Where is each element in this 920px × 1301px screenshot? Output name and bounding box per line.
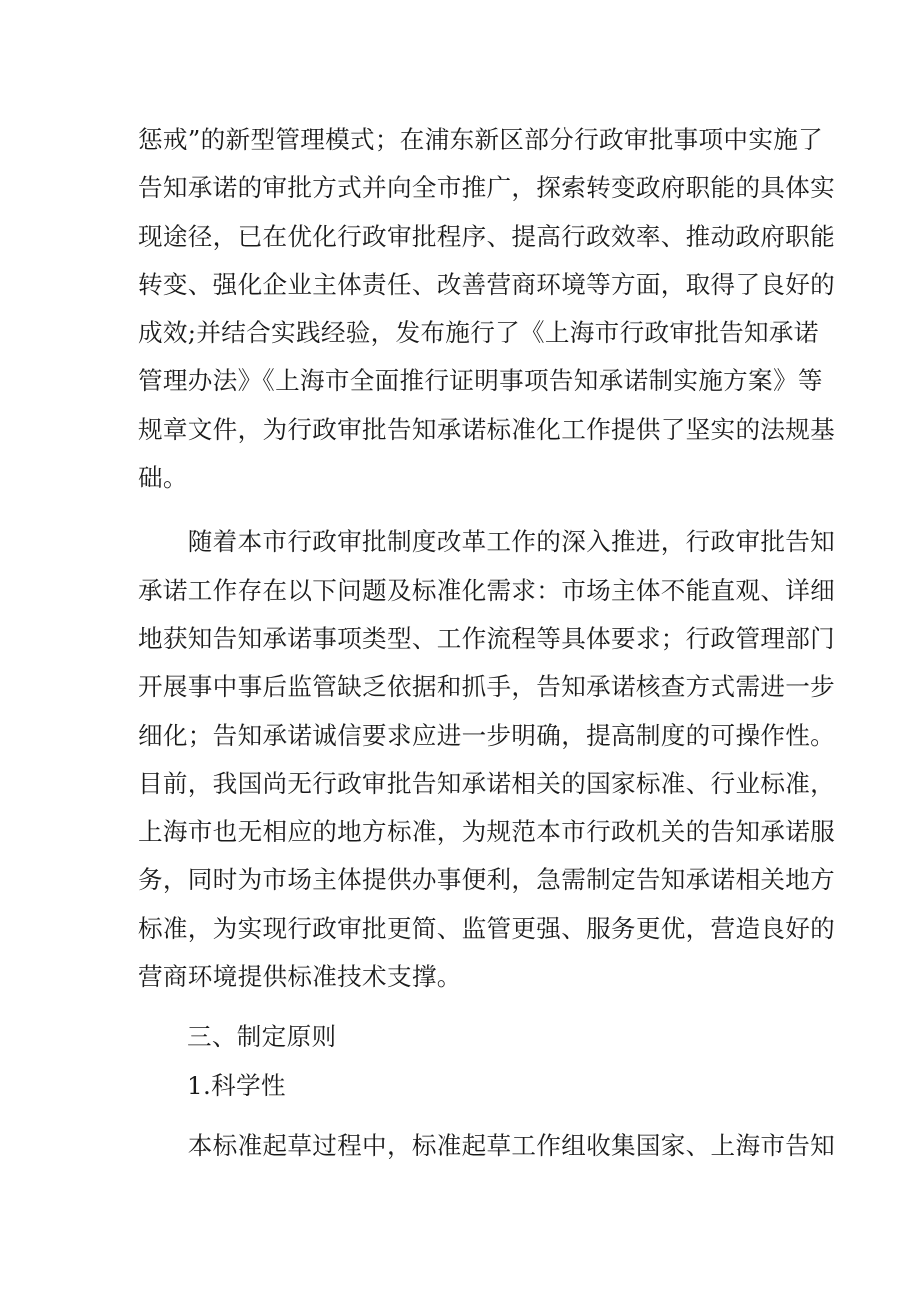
text-line: 惩戒”的新型管理模式；在浦东新区部分行政审批事项中实施了	[138, 125, 824, 154]
text-line: 务，同时为市场主体提供办事便利，急需制定告知承诺相关地方	[138, 865, 836, 895]
subsection-heading: 1.科学性	[187, 1070, 286, 1100]
text-line: 规章文件，为行政审批告知承诺标准化工作提供了坚实的法规基	[138, 414, 836, 444]
paragraph-spacer	[138, 502, 798, 518]
text-line: 现途径，已在优化行政审批程序、提高行政效率、推动政府职能	[138, 221, 836, 251]
paragraph-spacer	[138, 1001, 798, 1013]
text-line: 上海市也无相应的地方标准，为规范本市行政机关的告知承诺服	[138, 817, 836, 847]
paragraph-needs	[138, 518, 836, 1001]
paragraph-scientific	[138, 1122, 836, 1170]
text-line: 细化；告知承诺诚信要求应进一步明确，提高制度的可操作性。	[138, 720, 836, 750]
paragraph-background	[138, 116, 836, 502]
text-line: 础。	[138, 463, 188, 493]
text-line: 开展事中事后监管缺乏依据和抓手，告知承诺核查方式需进一步	[138, 672, 836, 702]
text-line: 随着本市行政审批制度改革工作的深入推进，行政审批告知	[138, 527, 836, 557]
text-line: 转变、强化企业主体责任、改善营商环境等方面，取得了良好的	[138, 269, 836, 299]
text-line: 标准，为实现行政审批更简、监管更强、服务更优，营造良好的	[138, 913, 836, 943]
text-line: 地获知告知承诺事项类型、工作流程等具体要求；行政管理部门	[138, 623, 836, 653]
text-line: 本标准起草过程中，标准起草工作组收集国家、上海市告知	[138, 1130, 836, 1160]
paragraph-spacer	[138, 1110, 798, 1122]
text-line: 营商环境提供标准技术支撑。	[138, 962, 462, 992]
text-line: 承诺工作存在以下问题及标准化需求：市场主体不能直观、详细	[138, 575, 836, 605]
text-line: 管理办法》《上海市全面推行证明事项告知承诺制实施方案》等	[138, 366, 823, 396]
section-heading: 三、制定原则	[187, 1022, 337, 1052]
text-line: 目前，我国尚无行政审批告知承诺相关的国家标准、行业标准，	[138, 768, 836, 798]
text-line: 成效;并结合实践经验，发布施行了《上海市行政审批告知承诺	[138, 318, 819, 348]
text-line: 告知承诺的审批方式并向全市推广，探索转变政府职能的具体实	[138, 173, 836, 203]
document-page	[138, 116, 836, 1170]
